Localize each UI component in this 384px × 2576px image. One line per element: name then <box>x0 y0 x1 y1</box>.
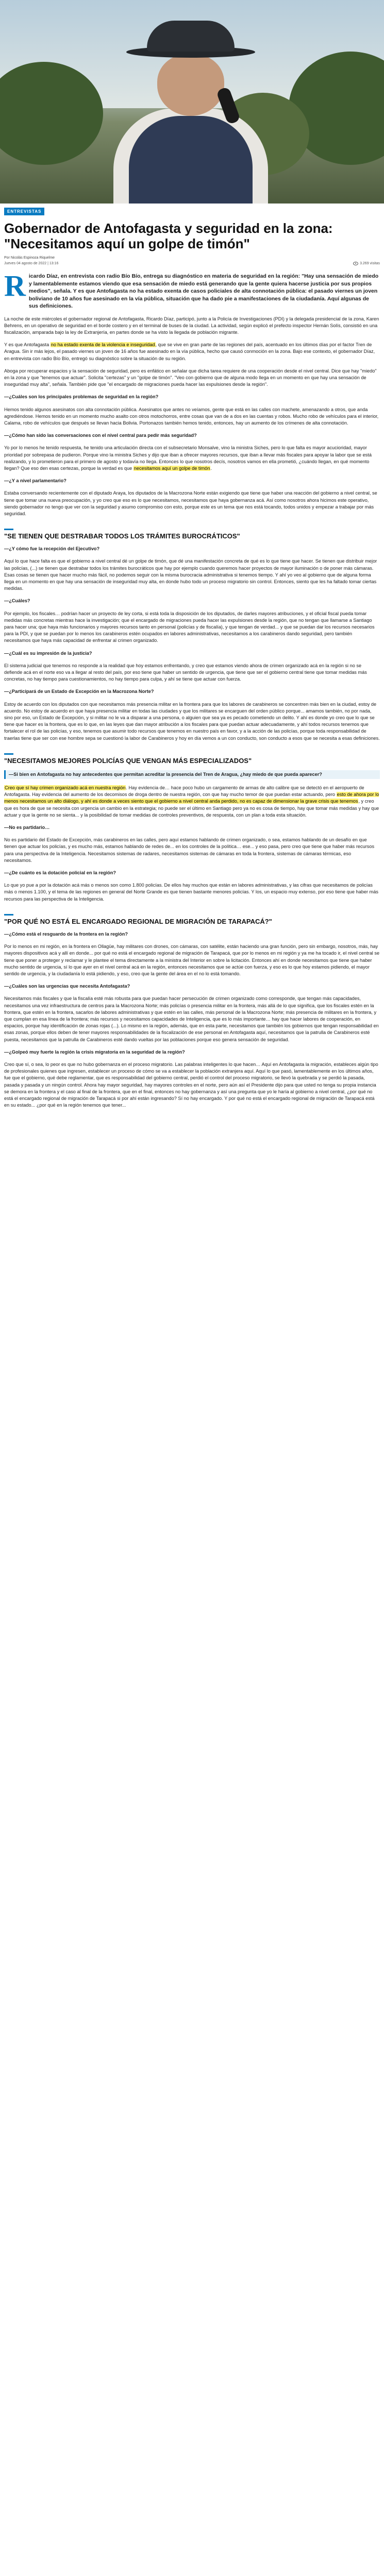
paragraph: Hemos tenido algunos asesinatos con alta connotación pública. Asesinatos que antes no veíamos, gente que está en las calles con machete, amenazando a otros, que anda agrediéndose. Hemos tenido en un momento mucho asalto con otros motochorros, entre cosas que van de a dos en las cuentas y robos. Mucho robo de vehículos para el interior, Calama, robo de vehículos que después se llevan hacia Bolivia. Portonazos también hemos tenido, entonces, hay un aumento de los crímenes de alta connotación. <box>4 406 379 426</box>
highlighted-text: esto de ahora por lo menos necesitamos un alto diálogo, y ahí es donde a veces siento que el gobierno a nivel central anda perdido, no es capaz de dimensionar la grave crisis que tenemos <box>4 792 379 804</box>
paragraph: Aboga por recuperar espacios y la sensación de seguridad, pero es enfático en señalar que dicha tarea requiere de una cooperación desde el nivel central. Dice que hay "miedo" en la zona y que "tenemos que actuar". Solicita "certezas" y un "golpe de timón". "Veo con gobierno que de alguna modo llega en un momento en que hay una sensación de inseguridad muy alta", señala. También pide que "el encargado de migraciones pueda hacer las expulsiones desde la región". <box>4 368 377 387</box>
question: —Si bien en Antofagasta no hay antecedentes que permitan acreditar la presencia del Tren de Aragua, ¿hay miedo de que pueda aparecer? <box>4 770 380 779</box>
paragraph: No es partidario del Estado de Excepción, más carabineros en las calles, pero aquí estamos hablando de crimen organizado, o sea, estamos hablando de un desafío en que tienen que actuar los policías, y es mucho más, estamos hablando de redes de... en los controles de la política… ese... y eso pasa, pero creo que tiene que haber más recursos para una perspectiva de la Inteligencia. Necesitamos sistemas de radares, necesitamos sistemas de cámaras en toda la frontera, sistemas de cámaras térmicas, eso necesitamos. <box>4 837 375 863</box>
publish-date: Jueves 04 agosto de 2022 | 13:16 <box>4 262 59 265</box>
section-subhead: "SE TIENEN QUE DESTRABAR TODOS LOS TRÁMITES BUROCRÁTICOS" <box>4 529 380 540</box>
paragraph: Lo que yo pue a por la dotación acá más o menos son como 1.800 policías. De ellos hay muchos que están en labores administrativas, y las cifras que necesitamos de policías más o menos 1.100, y el tema de las regiones en general del Norte Grande es que tienen bastante menores policías. Y los, un espacio muy extenso, por eso tiene que haber más recursos para las perspectiva de la Inteligencia. <box>4 883 378 902</box>
paragraph: Necesitamos más fiscales y que la fiscalía esté más robusta para que puedan hacer persecución de crimen organizado como corresponde, que tengan más capacidades, necesitamos una vez infraestructura de centros para la Macrozona Norte; más policías o presencia militar en la frontera, más allá de lo que significa, que los fiscales estén en la frontera, que estén en la frontera, sacarlos de labores administrativas y que estén en las calles, más personal de la Macrozona Norte; más presencia de militares en la frontera, y que cumplan en esa línea de la frontera; más recursos y necesitamos capacidades de Inteligencia, que es lo más importante… hay que hacer labores de cooperación, en espacios, porque hay identificación de zonas rojas (...). Lo mismo en la región, además, que en esta parte, necesitamos que también los gobiernos que tengan responsabilidad en esas zonas, porque ellos deben de tener mayores responsabilidades de la fiscalización de ese personal en Antofagasta aquí, necesitamos que la patrulla de Carabineros esté puesta, necesitamos que la patrulla de Carabineros esté dando vueltas por las poblaciones porque eso genera sensación de seguridad. <box>4 996 379 1042</box>
dropcap: R <box>4 269 26 302</box>
byline[interactable]: Por Nicolás Espinoza Riquelme <box>4 256 55 260</box>
eye-icon <box>353 262 358 265</box>
article-title: Gobernador de Antofagasta y seguridad en la zona: "Necesitamos aquí un golpe de timón" <box>4 221 333 251</box>
question: —¿Cómo han sido las conversaciones con el nivel central para pedir más seguridad? <box>4 433 197 438</box>
paragraph: La noche de este miércoles el gobernador regional de Antofagasta, Ricardo Díaz, participó, junto a la Policía de Investigaciones (PDI) y la delegada presidencial de la zona, Karen Behrens, en un operativo de seguridad en el borde costero y en el terminal de buses de la ciudad. La actividad, según explicó el prefecto inspector Hernán Solís, consistió en una fiscalización, amparada bajo la ley de Extranjería, en partes donde se ha visto la llegada de población migrante. <box>4 316 379 335</box>
paragraph: Y es que Antofagasta no ha estado exenta de la violencia e inseguridad, que se vive en gran parte de las regiones del país, acentuado en los últimos días por el factor Tren de Aragua. Sin ir más lejos, el pasado viernes un joven de 16 años fue asesinado en la vía pública, hecho que causó conmoción en la zona. Bajo ese contexto, el gobernador Díaz, en entrevista con radio Bío Bío, entregó su diagnóstico sobre la situación de su región. <box>4 342 375 361</box>
question: —¿Cómo está el resguardo de la frontera en la región? <box>4 931 128 937</box>
lead-text: icardo Díaz, en entrevista con radio Bío Bío, entrega su diagnóstico en materia de seguridad en la región: "Hay una sensación de miedo y lamentablemente estamos viendo que esa sensación de miedo está generando que la gente quiera hacerse justicia por sus propios medios", señala. Y es que Antofagasta no ha estado exenta de casos policiales de alta connotación pública: el pasado viernes un joven boliviano de 10 años fue asesinado en la vía pública, situación que ha dado pie a manifestaciones de la ciudadanía. Aquí algunas de sus definiciones. <box>28 273 379 309</box>
paragraph: Por lo menos en mi región, en la frontera en Ollagüe, hay militares con drones, con cámaras, con satélite, están haciendo una gran función, pero sin embargo, nosotros, más, hay mayores dispositivos acá y allí en donde... por qué no está el encargado regional de migración de Tarapacá, que por lo menos en mi región y ya me ha tocado ir, el nivel central se tiene que poner a proteger y reclamar y le plantee el tema directamente a la ministra del Interior en sobre la licitación. Entonces ahí en donde necesitamos que tiene que haber mucho sentido de urgencia, sí lo que ayer en el nivel central acá en la región, entonces necesitamos que se actúe con fuerza, y eso es lo que hoy estamos pidiendo, el mayor sentido de urgencia, y la ciudadanía lo está pidiendo, y eso, creo que la gente del área en el no lo está tomando. <box>4 944 380 976</box>
paragraph: Creo que sí, o sea, lo peor es que no hubo gobernanza en el proceso migratorio. Las palabras inteligentes lo que hacen… Aquí en Antofagasta la migración, estableces algún tipo de profesionales quienes que ingresen, establecer un proceso de cómo se va a establecer la población extranjera aquí. Aquí lo que pasó, lamentablemente en los últimos años, fue que el gobierno, qué debe reglamentar, que es responsabilidad del gobierno central, perdió el control del proceso migratorio, se llevó la quebrada y se perdió la pasada, pasada y pasada y un ningún control. Ahora hay mayor seguridad, hay mayores controles en el norte, pero aún así el Presidente dijo para que usted no tenga su propia instancia se demora en la frontera y el caso al final de la frontera, que en el final, entonces no hay gobernanza y así una pregunta que yo le haría al gobierno a nivel central, ¿por qué no está el encargado regional de migración de Tarapacá si por ahí están ingresando? Sí no hay encargado. Y por qué no está el encargado regional de migración de Tarapacá está en su estado... ¿por qué en la región tenemos que tener... <box>4 1061 378 1108</box>
governor-photo <box>98 21 283 204</box>
paragraph: Aquí lo que hace falta es que el gobierno a nivel central dé un golpe de timón, que dé una manifestación concreta de qué es lo que tiene que hacer. Se tienen que distribuir mejor las policías, (...) se tienen que destrabar todos los trámites burocráticos que hay por ejemplo cuando queremos hacer proyectos de mayor iluminación o de poner más cámaras. Esas cosas se tienen que hacer mucho más fácil, no podemos seguir con la misma burocracia administrativa si tenemos tiempo. Y ahí yo veo al gobierno que de alguna forma llega en un momento en que hay una sensación de inseguridad muy alta, en donde hubo todo un proceso migratorio sin control. Entonces, siento que les ha faltado tomar ciertas medidas. <box>4 558 377 591</box>
highlighted-text: Creo que sí hay crimen organizado acá en nuestra región <box>5 785 126 791</box>
section-subhead: "NECESITAMOS MEJORES POLICÍAS QUE VENGAN MÁS ESPECIALIZADOS" <box>4 753 380 765</box>
question: —¿Y cómo fue la recepción del Ejecutivo? <box>4 546 100 552</box>
question: —¿De cuánto es la dotación policial en la región? <box>4 870 116 876</box>
highlighted-text: no ha estado exenta de la violencia e inseguridad <box>51 342 155 348</box>
section-tag[interactable]: ENTREVISTAS <box>4 208 44 215</box>
section-subhead: "POR QUÉ NO ESTÁ EL ENCARGADO REGIONAL DE MIGRACIÓN DE TARAPACÁ?" <box>4 914 380 925</box>
view-count: 3.269 visitas <box>353 262 380 265</box>
question: —No es partidario… <box>4 825 50 831</box>
paragraph: Por ejemplo, los fiscales… podrían hacer un proyecto de ley corta, si está toda la disposición de los diputados, de darles mayores atribuciones, y el oficial fiscal pueda tomar medidas más concretas mientras hace la investigación; que el encargado de migraciones pueda hacer las expulsiones desde la región, que no tengan que llamarse a Santiago para hacer una; que haya más funcionarios y mayores recursos tanto en personal (policías y de fiscalía), y que tengan de verdad... y que se puedan dar los recursos necesarios para la PDI, y que se puedan por lo menos los carabineros estén ocupados en labores administrativas, necesitamos a los carabineros dando seguridad, pero también necesitamos que haya más capacidad de enfrentar al crimen organizado. <box>4 611 375 643</box>
article-content <box>4 206 380 1109</box>
question: —¿Cuáles? <box>4 598 30 604</box>
paragraph: Estaba conversando recientemente con el diputado Araya, los diputados de la Macrozona Norte están exigiendo que tiene que haber una reacción del gobierno a nivel central, se tiene que tomar una nueva preocupación, y yo creo que eso es lo que necesitamos, necesitamos que haya gobernanza acá. Así como nosotros ahora hicimos este operativo, siendo gobernador no tengo que ver con la seguridad y asumo compromiso con esto, porque este es un tema que nos está tocando, todos unidos y empezar a trabajar por más seguridad. <box>4 490 377 516</box>
paragraph: Estoy de acuerdo con los diputados con que necesitamos más presencia militar en la frontera para que los labores de carabineros se concentren más bien en la ciudad, estoy de acuerdo. No estoy de acuerdo en que haya presencia militar en todas las ciudades y que los militares se encarguen del orden público porque... amamos también, no por nada, sino por eso, un Estado de Excepción, y si militar no le va a disparar a una persona, o alguien que sea ya es pecado cometiendo un delito. Y ahí es donde yo creo que lo que se tiene que hacer es la frontera, que es lo que, en las leyes que dan mayor atribución a los fiscales para que puedan actuar adecuadamente, y ahí todos recursos tenemos que fortalecer el rol de las policías, y eso, tenemos que asumir todo recursos que tenemos en nuestro país en favor, y a la acción de las policías, porque toda responsabilidad de traerlas tiene que ser con ese hombre sepa se cuestionó la labor de Carabineros y hoy en día vemos a un con conducto, son conducto a esos que se necesita a esas definiciones. <box>4 701 380 741</box>
meta-row <box>4 262 380 265</box>
question: —¿Y a nivel parlamentario? <box>4 478 66 484</box>
lead-paragraph <box>4 269 380 310</box>
question: —¿Golpeó muy fuerte la región la crisis migratoria en la seguridad de la región? <box>4 1049 185 1055</box>
question: —¿Participará de un Estado de Excepción en la Macrozona Norte? <box>4 689 154 694</box>
highlighted-text: necesitamos aquí un golpe de timón <box>133 465 210 471</box>
paragraph: Creo que sí hay crimen organizado acá en nuestra región. Hay evidencia de… hace poco hubo un cargamento de armas de alto calibre que se detectó en el aeropuerto de Antofagasta. Hay evidencia del aumento de los decomisos de droga dentro de nuestra región, con que hay mucho temor de que puedan estar actuando, pero esto de ahora por lo menos necesitamos un alto diálogo, y ahí es donde a veces siento que el gobierno a nivel central anda perdido, no es capaz de dimensionar la grave crisis que tenemos, y creo que es hora de que se necesita con urgencia un cambio en la estrategia; no puede ser el último en Santiago pero ya no es cosa de tiempo, hay que tomar más medidas y hay que actuar y que la gente no se sienta... y la posibilidad de tomar medidas de controles preventivos, de respuesta, con un plan a toda esta situación. <box>4 785 379 818</box>
hero-photo <box>0 0 384 204</box>
question: —¿Cuál es su impresión de la justicia? <box>4 650 92 656</box>
paragraph: El sistema judicial que tenemos no responde a la realidad que hoy estamos enfrentando, y creo que estamos viendo ahora de crimen organizado acá en la región si no se defiende acá en el norte eso va a llegar al resto del país, por eso tiene que haber un sentido de urgencia, que tiene que ser el gobierno central tiene que tomar medidas más concretas, no hay tiempo para cuestionamientos, no hay tiempo para culpa, y ahí se tiene que actuar con fuerza. <box>4 663 367 682</box>
paragraph: Yo por lo menos he tenido respuesta, he tenido una articulación directa con el subsecretario Monsalve, vino la ministra Siches, pero lo que falta es mayor acucioridad, mayor prioridad por sobrepasa de pudieron. Porque vino la ministra Siches y dijo que iban a ofrecer mayores recursos, que iban a llevar más fiscales para apoyar la labor que se está realizando, y lo prometieron para el primero de agosto y todavía no llega. Entonces lo que nosotros decís, nosotros vamos en ella prometió, ¿cuándo llegan, en qué momento llegan? Que eso den esas certezas, porque la verdad es que necesitamos aquí un golpe de timón. <box>4 445 372 471</box>
question: —¿Cuáles son las urgencias que necesita Antofagasta? <box>4 984 130 989</box>
question: —¿Cuáles son los principales problemas de seguridad en la región? <box>4 394 159 400</box>
